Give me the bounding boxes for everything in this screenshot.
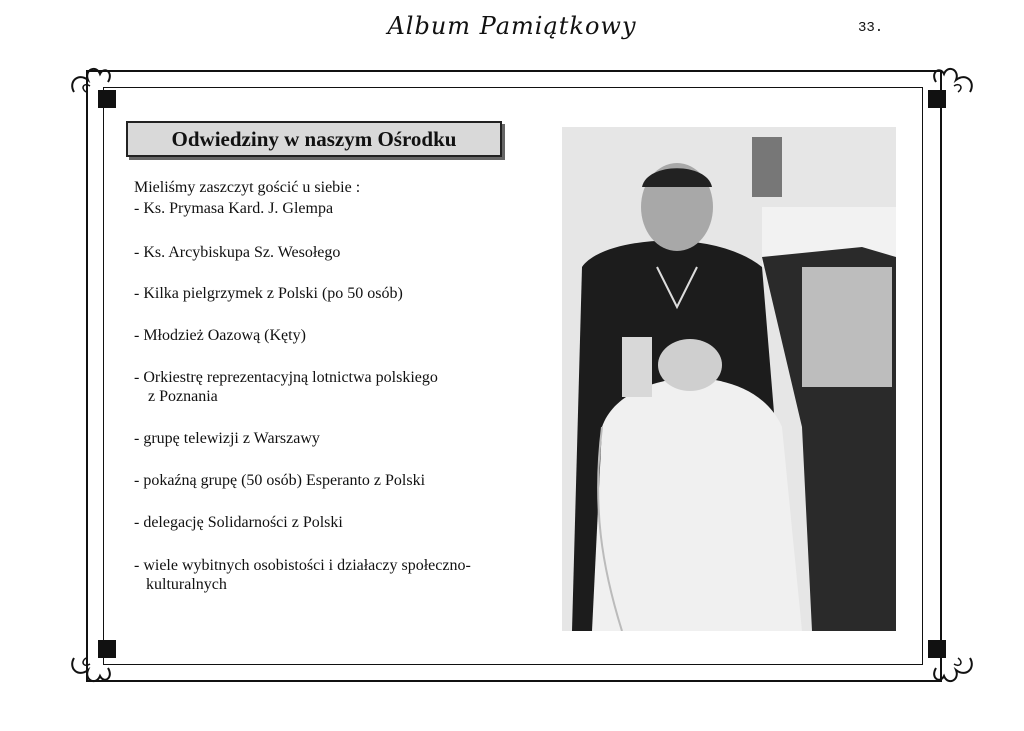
page-number: 33. [858,20,884,36]
section-heading-box [126,121,502,157]
intro-text: Mieliśmy zaszczyt gościć u siebie : [134,179,361,196]
fleur-ornament-icon [66,62,126,122]
list-item: - Młodzież Oazową (Kęty) [134,327,306,344]
list-item-continuation: kulturalnych [146,576,227,593]
fleur-ornament-icon [918,628,978,688]
visit-photo [562,127,896,631]
list-item: - pokaźną grupę (50 osób) Esperanto z Polski [134,472,426,489]
section-heading: Odwiedziny w naszym Ośrodku [171,126,457,151]
list-item: - Orkiestrę reprezentacyjną lotnictwa polskiego [134,369,438,386]
list-item: - wiele wybitnych osobistości i działaczy społeczno- [134,557,471,574]
list-item: - grupę telewizji z Warszawy [134,430,320,447]
list-item-continuation: z Poznania [148,388,218,405]
album-title: Album Pamiątkowy [387,12,637,40]
list-item: - Ks. Arcybiskupa Sz. Wesołego [134,244,341,261]
list-item: - Ks. Prymasa Kard. J. Glempa [134,200,334,217]
list-item: - Kilka pielgrzymek z Polski (po 50 osób) [134,285,403,302]
fleur-ornament-icon [66,628,126,688]
fleur-ornament-icon [918,62,978,122]
list-item: - delegację Solidarności z Polski [134,514,343,531]
